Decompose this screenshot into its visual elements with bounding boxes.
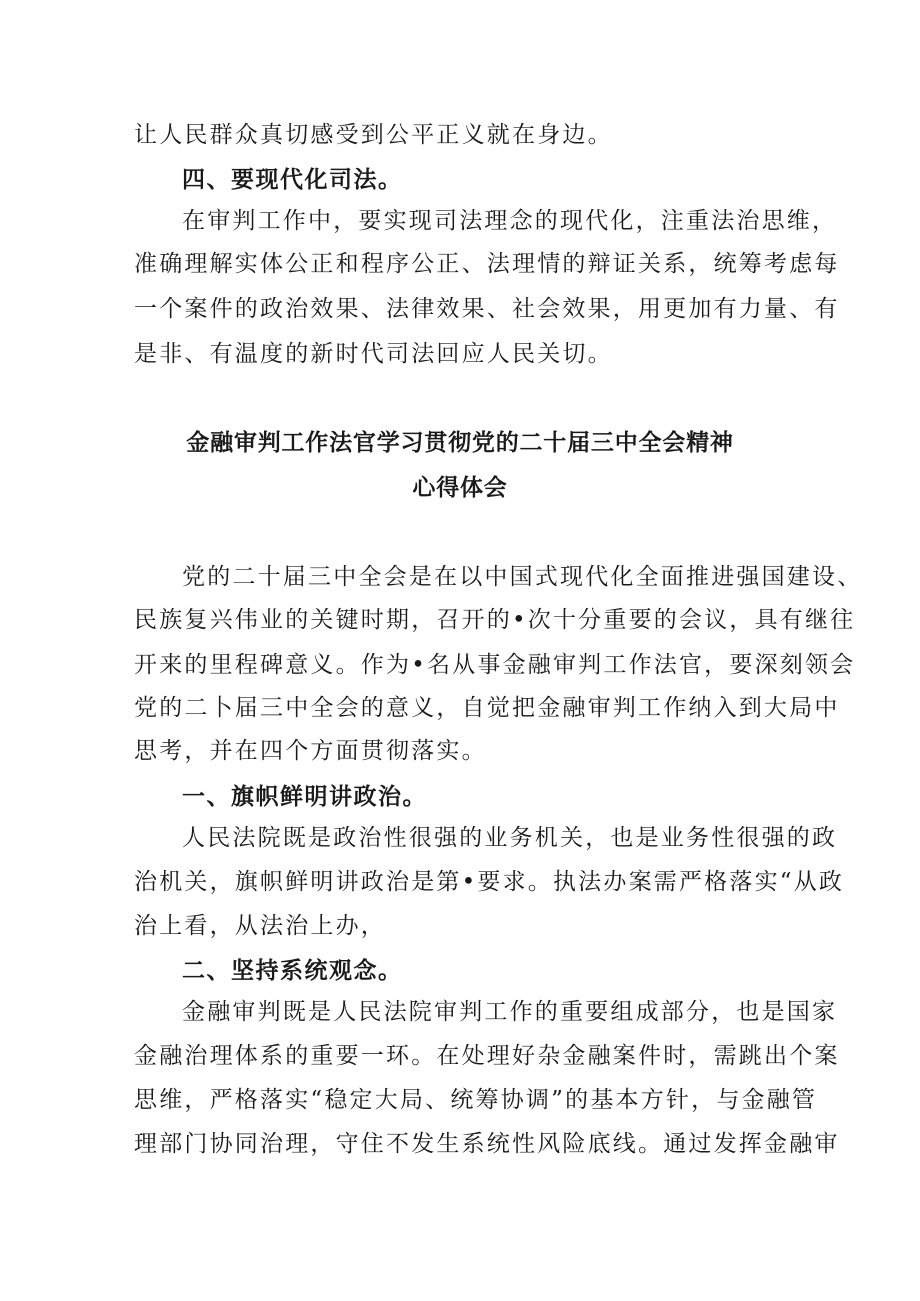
body-text-line: 党的二卜届三中全会的意义，自觉把金融审判工作纳入到大局中 [134,695,840,721]
section-heading-four: 四、要现代化司法。 [182,167,403,193]
section-heading-one: 一、旗帜鲜明讲政治。 [182,784,427,810]
body-text-line: 思考，并在四个方面贯彻落实。 [134,738,487,764]
body-text-line: 民族复兴伟业的关键时期，召开的•次十分重要的会议，具有继往 [134,607,856,633]
body-text-line: 是非、有温度的新时代司法回应人民关切。 [134,341,613,367]
body-text-line: 金融治理体系的重要一环。在处理好杂金融案件时，需跳出个案 [134,1043,840,1069]
body-text-line: 理部门协同治理，守住不发生系统性风险底线。通过发挥金融审 [134,1131,840,1157]
section-heading-two: 二、坚持系统观念。 [182,958,403,984]
body-text-line: 一个案件的政治效果、法律效果、社会效果，用更加有力量、有 [134,296,840,322]
body-text-line: 准确理解实体公正和程序公正、法理情的辩证关系，统筹考虑每 [134,251,840,277]
article-title-line-1: 金融审判工作法官学习贯彻党的二十届三中全会精神 [186,430,734,456]
body-text-line: 开来的里程碑意义。作为•名从事金融审判工作法官，要深刻领会 [134,652,856,678]
article-title-line-2: 心得体会 [412,475,508,501]
body-text-line: 让人民群众真切感受到公平正义就在身边。 [134,122,613,148]
body-text-line: 治机关，旗帜鲜明讲政治是第•要求。执法办案需严格落实“从政 [134,869,845,895]
body-text-line: 思维，严格落实“稳定大局、统筹协调”的基本方针，与金融管 [134,1087,818,1113]
body-text-line: 人民法院既是政治性很强的业务机关，也是业务性很强的政 [182,825,838,851]
body-text-line: 金融审判既是人民法院审判工作的重要组成部分，也是国家 [182,999,838,1025]
body-text-line: 党的二十届三中全会是在以中国式现代化全面推进强国建设、 [182,564,863,590]
body-text-line: 治上看，从法治上办， [134,913,386,939]
body-text-line: 在审判工作中，要实现司法理念的现代化，注重法治思维， [182,208,838,234]
